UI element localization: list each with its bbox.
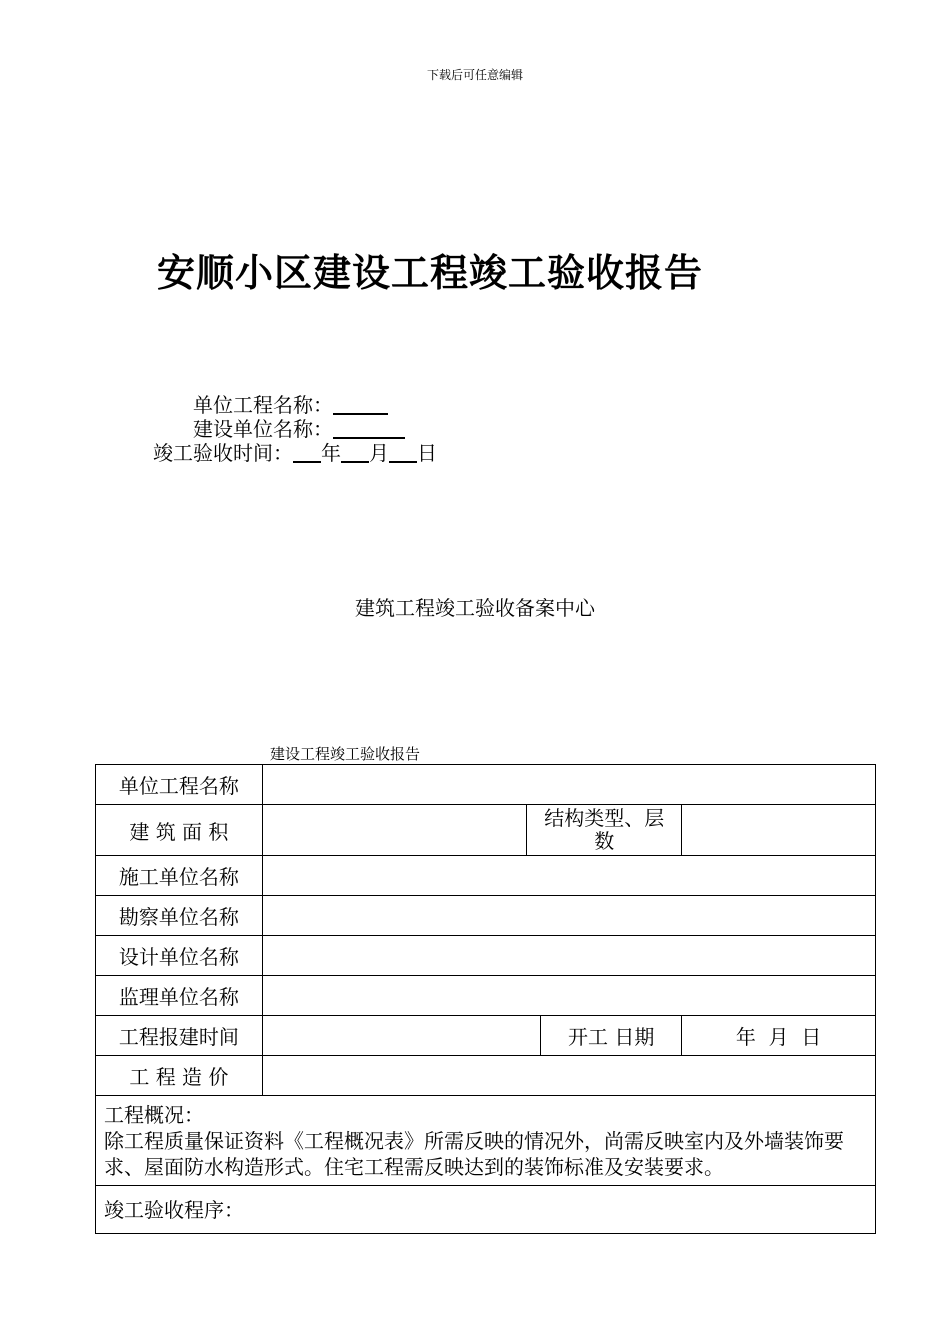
unit-project-name-cell: 单位工程名称 — [96, 765, 263, 805]
day-label: 日 — [417, 441, 437, 465]
table-row — [96, 976, 876, 1016]
acceptance-procedure-title: 竣工验收程序： — [104, 1197, 244, 1222]
contractor-name-cell: 施工单位名称 — [96, 856, 263, 896]
project-cost-value[interactable] — [262, 1056, 875, 1096]
survey-unit-name-cell: 勘察单位名称 — [96, 896, 263, 936]
table-row — [96, 1096, 876, 1186]
construction-unit-name-label: 建设单位名称： — [193, 417, 333, 441]
report-title: 安顺小区建设工程竣工验收报告 — [157, 251, 704, 295]
supervision-unit-name-value[interactable] — [262, 976, 875, 1016]
acceptance-procedure-cell[interactable] — [96, 1186, 876, 1234]
unit-project-name-label: 单位工程名称： — [193, 393, 333, 417]
table-row — [96, 856, 876, 896]
table-caption: 建设工程竣工验收报告 — [270, 745, 421, 763]
structure-type-value[interactable] — [682, 805, 876, 856]
design-unit-name-cell: 设计单位名称 — [96, 936, 263, 976]
unit-project-name-field — [193, 392, 388, 418]
year-blank[interactable] — [293, 441, 321, 463]
acceptance-time-label: 竣工验收时间： — [153, 441, 293, 465]
table-row — [96, 936, 876, 976]
table-row — [96, 765, 876, 805]
start-date-value[interactable]: 年 月 日 — [682, 1016, 876, 1056]
design-unit-name-value[interactable] — [262, 936, 875, 976]
header-note: 下载后可任意编辑 — [426, 68, 523, 82]
project-cost-cell: 工 程 造 价 — [96, 1056, 263, 1096]
survey-unit-name-value[interactable] — [262, 896, 875, 936]
table-row — [96, 896, 876, 936]
month-label: 月 — [369, 441, 389, 465]
project-overview-text: 除工程质量保证资料《工程概况表》所需反映的情况外，尚需反映室内及外墙装饰要求、屋面防水构造形式。住宅工程需反映达到的装饰标准及安装要求。 — [104, 1128, 844, 1179]
structure-type-cell: 结构类型、层数 — [527, 805, 682, 856]
construction-unit-name-blank[interactable] — [333, 417, 405, 439]
report-time-value[interactable] — [262, 1016, 541, 1056]
building-area-cell: 建 筑 面 积 — [96, 805, 263, 856]
contractor-name-value[interactable] — [262, 856, 875, 896]
project-overview-title: 工程概况： — [104, 1102, 204, 1127]
acceptance-time-field — [153, 440, 437, 466]
acceptance-report-table — [95, 764, 876, 1234]
construction-unit-name-field — [193, 416, 405, 442]
report-time-cell: 工程报建时间 — [96, 1016, 263, 1056]
month-blank[interactable] — [341, 441, 369, 463]
table-row — [96, 1186, 876, 1234]
filing-center-name: 建筑工程竣工验收备案中心 — [355, 596, 595, 620]
start-date-cell: 开工 日期 — [541, 1016, 682, 1056]
table-row — [96, 1056, 876, 1096]
unit-project-name-value[interactable] — [262, 765, 875, 805]
supervision-unit-name-cell: 监理单位名称 — [96, 976, 263, 1016]
table-row — [96, 805, 876, 856]
project-overview-cell[interactable] — [96, 1096, 876, 1186]
table-row — [96, 1016, 876, 1056]
building-area-value[interactable] — [262, 805, 527, 856]
unit-project-name-blank[interactable] — [333, 393, 388, 415]
day-blank[interactable] — [389, 441, 417, 463]
year-label: 年 — [321, 441, 341, 465]
